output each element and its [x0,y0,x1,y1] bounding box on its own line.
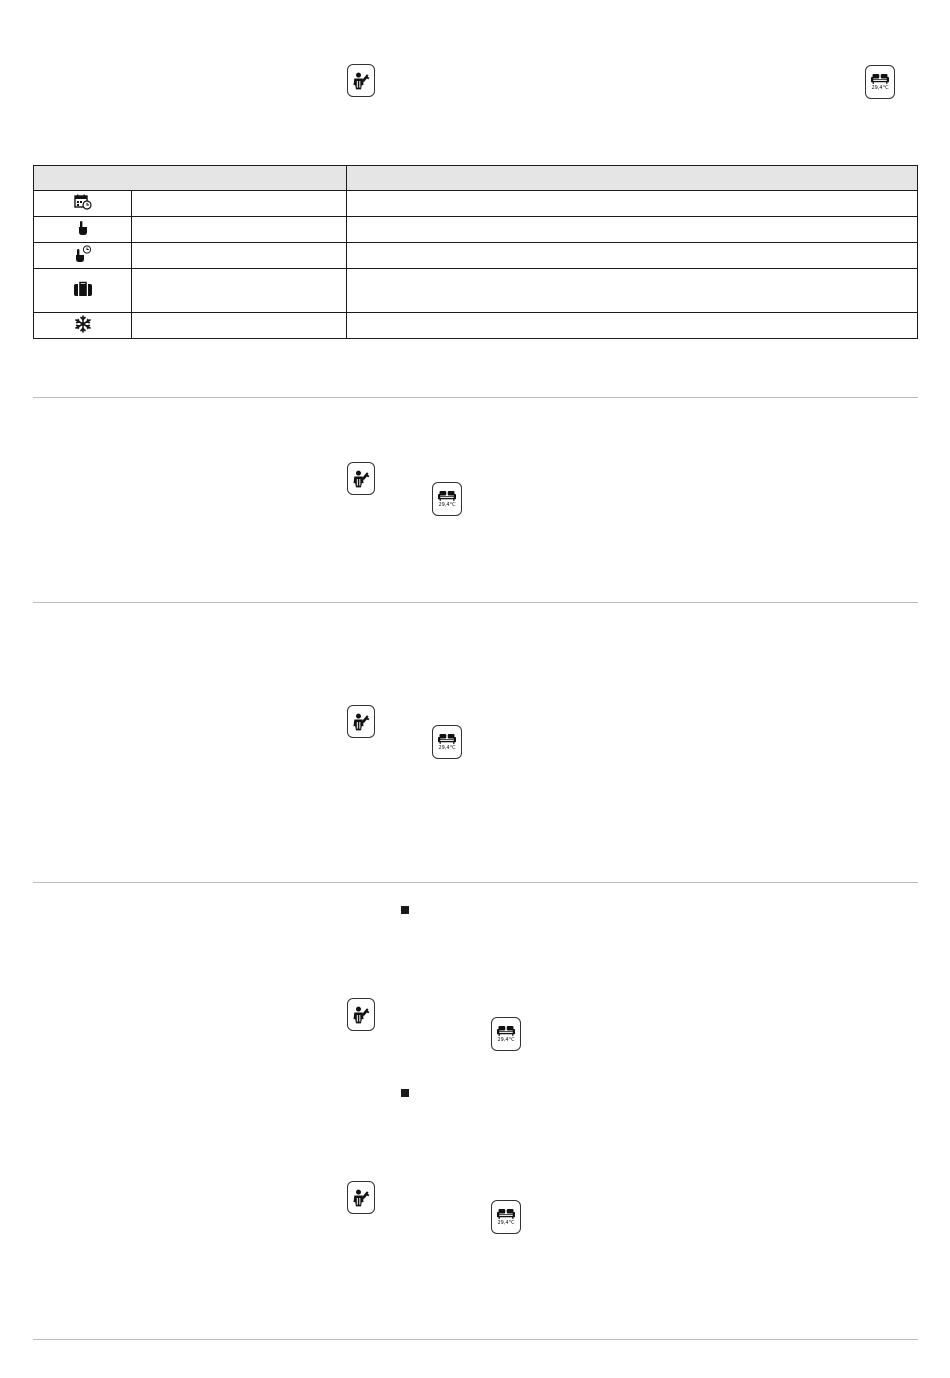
table-mode-name [132,313,347,339]
temperature-display-button[interactable] [491,1017,521,1051]
temperature-readout: 29,4°C [871,85,889,91]
sofa-icon [497,1208,515,1219]
hand-pointer-icon [77,220,89,236]
page-footer-divider [33,1339,918,1340]
mode-table [33,165,918,339]
installer-menu-button[interactable] [347,462,375,495]
table-icon-cell [34,191,132,217]
calendar-clock-icon [74,194,92,210]
temperature-readout: 29,4°C [438,502,456,508]
hand-timer-icon [74,245,92,263]
bullet-marker [401,906,409,914]
table-icon-cell [34,269,132,313]
section-divider [33,882,918,883]
installer-menu-icon [351,469,371,489]
section-divider [33,602,918,603]
table-row [34,269,918,313]
column-header-description [347,166,918,191]
sofa-icon [438,733,456,744]
temperature-display-button[interactable] [432,482,462,516]
sofa-icon [497,1025,515,1036]
table-mode-name [132,217,347,243]
table-mode-description [347,217,918,243]
table-mode-description [347,269,918,313]
table-row [34,191,918,217]
installer-menu-icon [351,71,371,91]
snowflake-icon [74,315,92,333]
table-icon-cell [34,217,132,243]
temperature-display-button[interactable] [432,725,462,759]
temperature-readout: 29,4°C [497,1220,515,1226]
table-mode-description [347,191,918,217]
table-header-row [34,166,918,191]
installer-menu-icon [351,712,371,732]
temperature-readout: 29,4°C [497,1037,515,1043]
bullet-marker [401,1089,409,1097]
table-mode-name [132,191,347,217]
table-icon-cell [34,313,132,339]
installer-menu-button[interactable] [347,998,375,1031]
sofa-icon [871,73,889,84]
table-mode-name [132,269,347,313]
table-row [34,313,918,339]
installer-menu-icon [351,1005,371,1025]
installer-menu-button[interactable] [347,1181,375,1214]
sofa-icon [438,490,456,501]
temperature-readout: 29,4°C [438,745,456,751]
installer-menu-icon [351,1188,371,1208]
installer-menu-button[interactable] [347,64,375,97]
table-mode-description [347,243,918,269]
section-divider [33,397,918,398]
temperature-display-button[interactable] [491,1200,521,1234]
installer-menu-button[interactable] [347,705,375,738]
table-row [34,217,918,243]
table-mode-name [132,243,347,269]
table-mode-description [347,313,918,339]
table-icon-cell [34,243,132,269]
temperature-display-button[interactable] [865,65,895,99]
suitcase-icon [73,281,93,297]
table-row [34,243,918,269]
column-header-mode [34,166,347,191]
